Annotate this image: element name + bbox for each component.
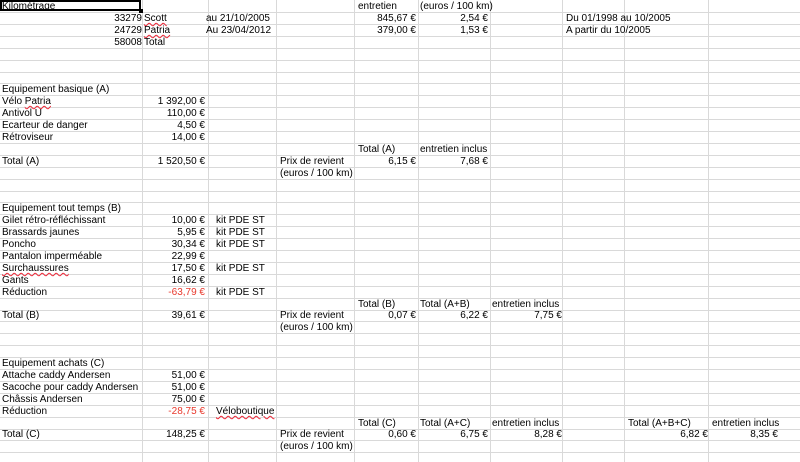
sheet-cell[interactable]: 24729: [114, 25, 142, 36]
sheet-cell[interactable]: kit PDE ST: [216, 239, 265, 250]
sheet-cell[interactable]: kit PDE ST: [216, 215, 265, 226]
sheet-cell[interactable]: Antivol U: [2, 108, 43, 119]
grid-row-line: [0, 452, 800, 453]
sheet-cell[interactable]: 110,00 €: [166, 108, 205, 119]
sheet-cell[interactable]: 6,15 €: [388, 156, 416, 167]
sheet-cell[interactable]: 1 520,50 €: [157, 156, 205, 167]
sheet-cell[interactable]: 16,62 €: [171, 275, 205, 286]
grid-row-line: [0, 345, 800, 346]
sheet-cell[interactable]: Total (C): [2, 429, 40, 440]
sheet-cell[interactable]: Pantalon imperméable: [2, 251, 103, 262]
sheet-cell[interactable]: 51,00 €: [171, 370, 205, 381]
sheet-cell[interactable]: 30,34 €: [171, 239, 205, 250]
grid-row-line: [0, 107, 800, 108]
sheet-cell[interactable]: Prix de revient: [280, 156, 344, 167]
grid-row-line: [0, 226, 800, 227]
sheet-cell[interactable]: 845,67 €: [377, 13, 416, 24]
grid-row-line: [0, 95, 800, 96]
sheet-cell[interactable]: 39,61 €: [171, 310, 205, 321]
grid-row-line: [0, 369, 800, 370]
sheet-cell[interactable]: 1,53 €: [460, 25, 488, 36]
sheet-cell[interactable]: 17,50 €: [171, 263, 205, 274]
sheet-cell[interactable]: Prix de revient: [280, 310, 344, 321]
sheet-cell[interactable]: 7,75 €: [534, 310, 562, 321]
sheet-cell[interactable]: Total (A+B): [420, 299, 470, 310]
sheet-cell[interactable]: Gants: [2, 275, 29, 286]
sheet-cell[interactable]: Kilométrage: [2, 1, 56, 12]
sheet-cell[interactable]: A partir du 10/2005: [566, 25, 651, 36]
sheet-cell[interactable]: -28,75 €: [168, 406, 205, 417]
grid-row-line: [0, 119, 800, 120]
grid-row-line: [0, 191, 800, 192]
sheet-cell[interactable]: 0,60 €: [388, 429, 416, 440]
sheet-cell[interactable]: Châssis Andersen: [2, 394, 83, 405]
sheet-cell[interactable]: Réduction: [2, 287, 48, 298]
sheet-cell[interactable]: 8,28 €: [534, 429, 562, 440]
sheet-cell[interactable]: 51,00 €: [171, 382, 205, 393]
sheet-cell[interactable]: 0,07 €: [388, 310, 416, 321]
grid-row-line: [0, 72, 800, 73]
sheet-cell[interactable]: Total (A+C): [420, 418, 471, 429]
sheet-cell[interactable]: entretien inclus: [492, 299, 560, 310]
sheet-cell[interactable]: -63,79 €: [168, 287, 205, 298]
sheet-cell[interactable]: Vélo Patria: [2, 96, 51, 107]
grid-row-line: [0, 333, 800, 334]
sheet-cell[interactable]: Ecarteur de danger: [2, 120, 88, 131]
sheet-cell[interactable]: (euros / 100 km): [420, 1, 493, 12]
grid-row-line: [0, 131, 800, 132]
sheet-cell[interactable]: (euros / 100 km): [280, 441, 353, 452]
sheet-cell[interactable]: 1 392,00 €: [157, 96, 205, 107]
sheet-cell[interactable]: kit PDE ST: [216, 227, 265, 238]
sheet-cell[interactable]: Total (A+B+C): [628, 418, 691, 429]
sheet-cell[interactable]: Total (B): [2, 310, 40, 321]
sheet-cell[interactable]: Equipement achats (C): [2, 358, 105, 369]
sheet-cell[interactable]: Surchaussures: [2, 263, 69, 274]
sheet-cell[interactable]: Véloboutique: [216, 406, 275, 417]
sheet-cell[interactable]: Total: [144, 37, 166, 48]
sheet-cell[interactable]: Patria: [144, 25, 171, 36]
grid-row-line: [0, 298, 800, 299]
fill-handle[interactable]: [139, 9, 143, 13]
grid-row-line: [0, 405, 800, 406]
sheet-cell[interactable]: entretien: [358, 1, 397, 12]
sheet-cell[interactable]: au 21/10/2005: [206, 13, 270, 24]
sheet-cell[interactable]: 7,68 €: [460, 156, 488, 167]
sheet-cell[interactable]: Total (C): [358, 418, 396, 429]
sheet-cell[interactable]: entretien inclus: [712, 418, 780, 429]
grid-row-line: [0, 262, 800, 263]
sheet-cell[interactable]: 379,00 €: [377, 25, 416, 36]
sheet-cell[interactable]: Total (A): [2, 156, 40, 167]
grid-row-line: [0, 238, 800, 239]
sheet-cell[interactable]: (euros / 100 km): [280, 168, 353, 179]
sheet-cell[interactable]: Total (B): [358, 299, 396, 310]
sheet-cell[interactable]: 6,22 €: [460, 310, 488, 321]
sheet-cell[interactable]: 14,00 €: [171, 132, 205, 143]
grid-row-line: [0, 274, 800, 275]
sheet-cell[interactable]: 2,54 €: [460, 13, 488, 24]
sheet-cell[interactable]: 22,99 €: [171, 251, 205, 262]
sheet-cell[interactable]: 4,50 €: [177, 120, 205, 131]
grid-row-line: [0, 250, 800, 251]
grid-row-line: [0, 179, 800, 180]
sheet-cell[interactable]: kit PDE ST: [216, 263, 265, 274]
grid-row-line: [0, 357, 800, 358]
sheet-cell[interactable]: Au 23/04/2012: [206, 25, 272, 36]
sheet-cell[interactable]: Du 01/1998 au 10/2005: [566, 13, 671, 24]
sheet-cell[interactable]: Prix de revient: [280, 429, 344, 440]
sheet-cell[interactable]: 33279: [114, 13, 142, 24]
sheet-cell[interactable]: 8,35 €: [750, 429, 778, 440]
sheet-cell[interactable]: Equipement basique (A): [2, 84, 110, 95]
sheet-cell[interactable]: Scott: [144, 13, 167, 24]
sheet-cell[interactable]: 6,75 €: [460, 429, 488, 440]
sheet-cell[interactable]: 6,82 €: [680, 429, 708, 440]
sheet-cell[interactable]: Brassards jaunes: [2, 227, 80, 238]
sheet-cell[interactable]: Sacoche pour caddy Andersen: [2, 382, 139, 393]
sheet-cell[interactable]: entretien inclus: [420, 144, 488, 155]
sheet-cell[interactable]: 148,25 €: [166, 429, 205, 440]
sheet-cell[interactable]: Rétroviseur: [2, 132, 54, 143]
sheet-cell[interactable]: kit PDE ST: [216, 287, 265, 298]
sheet-cell[interactable]: Equipement tout temps (B): [2, 203, 121, 214]
sheet-cell[interactable]: 5,95 €: [177, 227, 205, 238]
sheet-cell[interactable]: 75,00 €: [171, 394, 205, 405]
sheet-cell[interactable]: 58008: [114, 37, 142, 48]
sheet-cell[interactable]: (euros / 100 km): [280, 322, 353, 333]
sheet-cell[interactable]: Poncho: [2, 239, 36, 250]
sheet-cell[interactable]: Réduction: [2, 406, 48, 417]
sheet-cell[interactable]: Gilet rétro-réfléchissant: [2, 215, 106, 226]
grid-row-line: [0, 143, 800, 144]
sheet-cell[interactable]: 10,00 €: [171, 215, 205, 226]
sheet-cell[interactable]: Total (A): [358, 144, 396, 155]
grid-row-line: [0, 83, 800, 84]
grid-row-line: [0, 60, 800, 61]
grid-row-line: [0, 286, 800, 287]
sheet-cell[interactable]: entretien inclus: [492, 418, 560, 429]
sheet-cell[interactable]: Attache caddy Andersen: [2, 370, 111, 381]
